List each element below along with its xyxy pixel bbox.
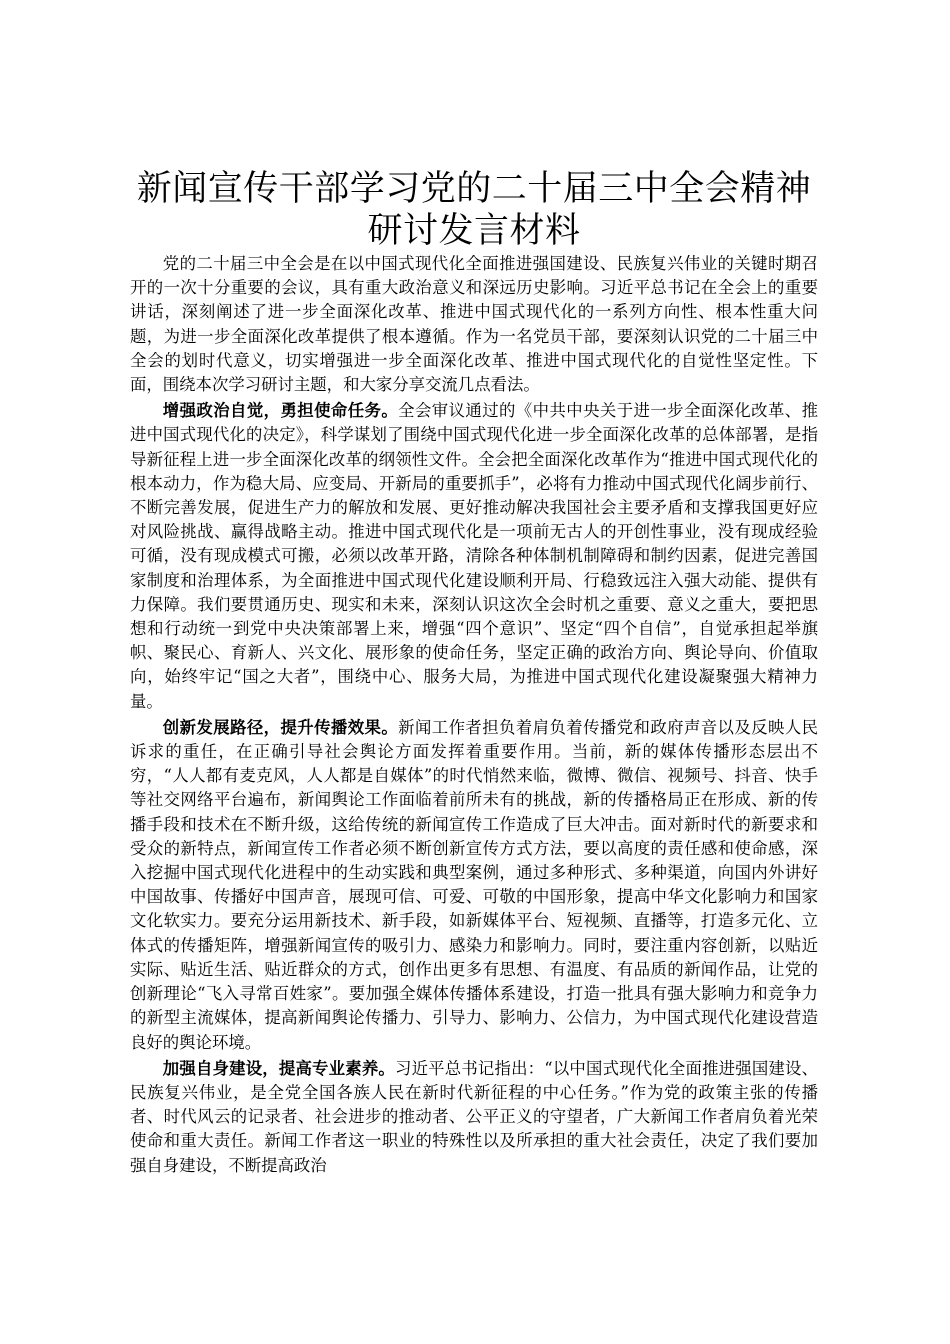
paragraph-heading: 增强政治自觉，勇担使命任务。 [162,401,399,421]
paragraph-text: 全会审议通过的《中共中央关于进一步全面深化改革、推进中国式现代化的决定》，科学谋划了围绕中国式现代化进一步全面深化改革的总体部署，是指导新征程上进一步全面深化改革的纲领性文件。全会把全面深化改革作为“推进中国式现代化的根本动力，作为稳大局、应变局、开新局的重要抓手”，必将有力推动中国式现代化阔步前行、不断完善发展，促进生产力的解放和发展、更好推动解决我国社会主要矛盾和支撑我国更好应对风险挑战、赢得战略主动。推进中国式现代化是一项前无古人的开创性事业，没有现成经验可循，没有现成模式可搬，必须以改革开路，清除各种体制机制障碍和制约因素，促进完善国家制度和治理体系，为全面推进中国式现代化建设顺利开局、行稳致远注入强大动能、提供有力保障。我们要贯通历史、现实和未来，深刻认识这次全会时机之重要、意义之重大，要把思想和行动统一到党中央决策部署上来，增强“四个意识”、坚定“四个自信”，自觉承担起举旗帜、聚民心、育新人、兴文化、展形象的使命任务，坚定正确的政治方向、舆论导向、价值取向，始终牢记“国之大者”，围绕中心、服务大局，为推进中国式现代化建设凝聚强大精神力量。 [130,401,819,711]
document-title: 新闻宣传干部学习党的二十届三中全会精神研讨发言材料 [136,169,812,251]
paragraph-innovation [130,716,818,1055]
paragraph-intro [130,252,818,397]
paragraph-heading: 创新发展路径，提升传播效果。 [162,717,399,737]
paragraph-heading: 加强自身建设，提高专业素养。 [162,1058,395,1078]
document-body [130,168,818,1178]
paragraph-political-awareness [130,399,818,714]
paragraph-self-building [130,1057,818,1178]
paragraph-text: 党的二十届三中全会是在以中国式现代化全面推进强国建设、民族复兴伟业的关键时期召开的一次十分重要的会议，具有重大政治意义和深远历史影响。习近平总书记在全会上的重要讲话，深刻阐述了进一步全面深化改革、推进中国式现代化的一系列方向性、根本性重大问题，为进一步全面深化改革提供了根本遵循。作为一名党员干部，要深刻认识党的二十届三中全会的划时代意义，切实增强进一步全面深化改革、推进中国式现代化的自觉性坚定性。下面，围绕本次学习研讨主题，和大家分享交流几点看法。 [130,254,818,395]
paragraph-text: 习近平总书记指出：“以中国式现代化全面推进强国建设、民族复兴伟业，是全党全国各族人民在新时代新征程的中心任务。”作为党的政策主张的传播者、时代风云的记录者、社会进步的推动者、公平正义的守望者，广大新闻工作者肩负着光荣使命和重大责任。新闻工作者这一职业的特殊性以及所承担的重大社会责任，决定了我们要加强自身建设，不断提高政治 [130,1058,819,1175]
paragraph-text: 新闻工作者担负着肩负着传播党和政府声音以及反映人民诉求的重任，在正确引导社会舆论方面发挥着重要作用。当前，新的媒体传播形态层出不穷，“人人都有麦克风，人人都是自媒体”的时代悄然来临，微博、微信、视频号、抖音、快手等社交网络平台遍布，新闻舆论工作面临着前所未有的挑战，新的传播格局正在形成、新的传播手段和技术在不断升级，这给传统的新闻宣传工作造成了巨大冲击。面对新时代的新要求和受众的新特点，新闻宣传工作者必须不断创新宣传方式方法，要以高度的责任感和使命感，深入挖掘中国式现代化进程中的生动实践和典型案例，通过多种形式、多种渠道，向国内外讲好中国故事、传播好中国声音，展现可信、可爱、可敬的中国形象，提高中华文化影响力和国家文化软实力。要充分运用新技术、新手段，如新媒体平台、短视频、直播等，打造多元化、立体式的传播矩阵，增强新闻宣传的吸引力、感染力和影响力。同时，要注重内容创新，以贴近实际、贴近生活、贴近群众的方式，创作出更多有思想、有温度、有品质的新闻作品，让党的创新理论“飞入寻常百姓家”。要加强全媒体传播体系建设，打造一批具有强大影响力和竞争力的新型主流媒体，提高新闻舆论传播力、引导力、影响力、公信力，为中国式现代化建设营造良好的舆论环境。 [130,717,819,1052]
